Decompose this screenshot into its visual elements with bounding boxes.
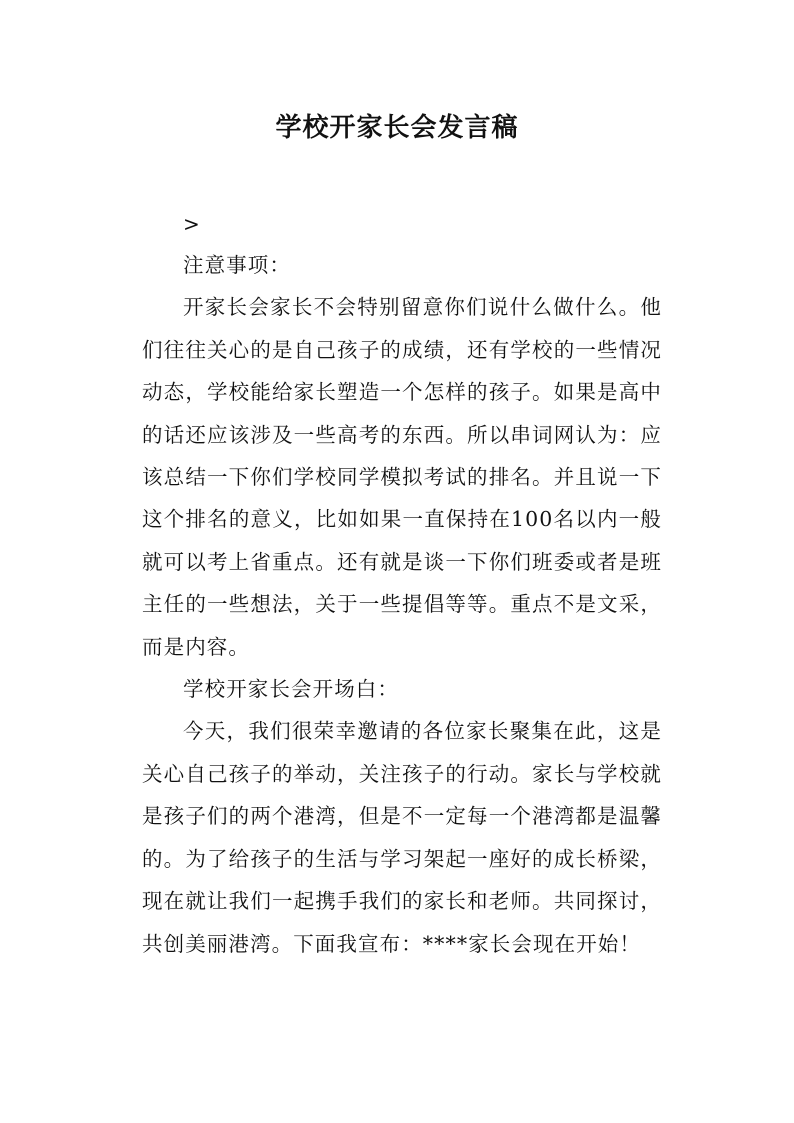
notes-heading: 注意事项： [183,253,291,277]
opening-heading: 学校开家长会开场白： [183,677,399,702]
notes-paragraph: 开家长会家长不会特别留意你们说什么做什么。他们往往关心的是自己孩子的成绩，还有学校的一些情况动态，学校能给家长塑造一个怎样的孩子。如果是高中的话还应该涉及一些高考的东西。所以串词网认为：应该总结一下你们学校同学模拟考试的排名。并且说一下这个排名的意义，比如如果一直保持在100名以内一般就可以考上省重点。还有就是谈一下你们班委或者是班主任的一些想法，关于一些提倡等等。重点不是文采，而是内容。 [142,295,662,659]
document-title: 学校开家长会发言稿 [275,113,519,143]
opening-paragraph: 今天，我们很荣幸邀请的各位家长聚集在此，这是关心自己孩子的举动，关注孩子的行动。家长与学校就是孩子们的两个港湾，但是不一定每一个港湾都是温馨的。为了给孩子的生活与学习架起一座好的成长桥梁，现在就让我们一起携手我们的家长和老师。共同探讨，共创美丽港湾。下面我宣布：****家长会现在开始！ [142,719,662,956]
chevron-right-icon: > [183,212,200,236]
document-body [142,244,662,965]
